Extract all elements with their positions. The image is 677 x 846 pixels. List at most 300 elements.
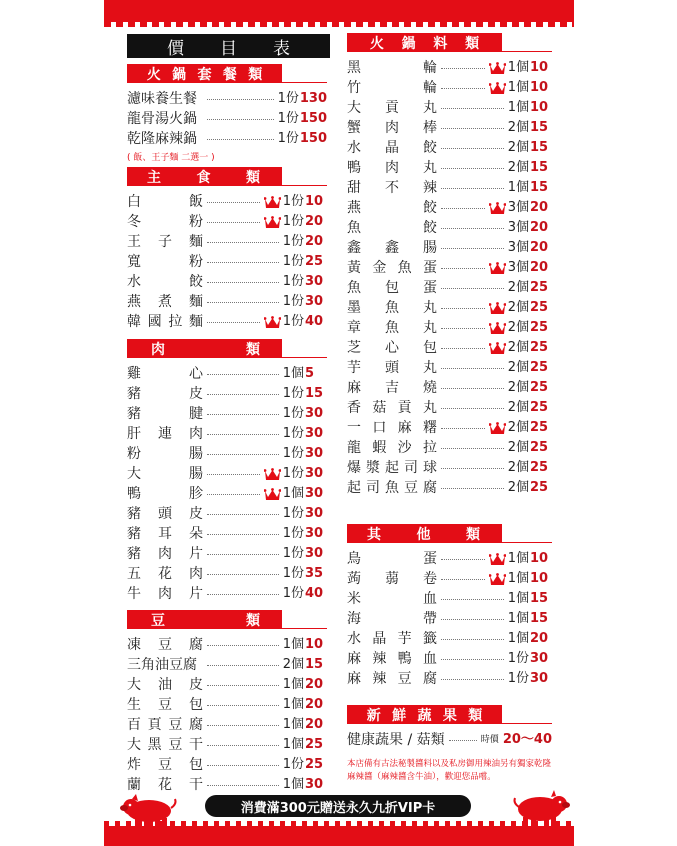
item-price: 25 xyxy=(530,300,549,315)
section-title: 火 鍋 料 類 xyxy=(347,33,502,52)
crown-icon xyxy=(489,422,506,435)
dot-leader xyxy=(207,99,274,100)
item-price: 20 xyxy=(305,697,324,712)
crown-icon xyxy=(489,202,506,215)
footnote: 本店備有古法秘製醬料以及私房御用辣油另有獨家乾隆麻辣醬（麻辣醬含牛油），歡迎您品嚐。 xyxy=(347,759,552,782)
dot-leader xyxy=(207,394,279,395)
item-unit: 3個 xyxy=(507,200,529,215)
item-name: 五 花 肉 xyxy=(127,566,203,582)
item-price: 5 xyxy=(305,366,315,381)
item-name: 水 晶 芋 籤 xyxy=(347,631,437,647)
item-price: 30 xyxy=(305,546,324,561)
item-unit: 3個 xyxy=(507,260,529,275)
item-price: 150 xyxy=(299,131,327,146)
item-price: 30 xyxy=(305,426,324,441)
crown-icon xyxy=(264,216,281,229)
item-price: 25 xyxy=(530,360,549,375)
section-title: 火 鍋 套 餐 類 xyxy=(127,64,282,83)
item-unit: 1份 xyxy=(277,91,299,106)
menu-item xyxy=(347,98,552,118)
menu-item xyxy=(347,629,552,649)
item-unit: 2個 xyxy=(507,380,529,395)
section-title: 肉 類 xyxy=(127,339,282,358)
item-name: 鴨 胗 xyxy=(127,486,203,502)
item-unit: 1個 xyxy=(507,571,529,586)
item-name: 芝 心 包 xyxy=(347,340,437,356)
item-unit: 1個 xyxy=(507,591,529,606)
item-unit: 1份 xyxy=(282,294,304,309)
item-name: 麻 吉 燒 xyxy=(347,380,437,396)
item-name: 燕 煮 麵 xyxy=(127,294,203,310)
menu-item xyxy=(127,232,327,252)
dot-leader xyxy=(207,374,279,375)
item-name: 蟹 肉 棒 xyxy=(347,120,437,136)
item-name: 蒟 蒻 卷 xyxy=(347,571,437,587)
menu-item xyxy=(127,89,327,109)
dot-leader xyxy=(207,705,279,706)
menu-item xyxy=(347,438,552,458)
item-price: 10 xyxy=(530,80,549,95)
menu-item xyxy=(347,278,552,298)
menu-item xyxy=(347,318,552,338)
item-name: 甜 不 辣 xyxy=(347,180,437,196)
section-note: ( 飯、王子麵 二選一 ) xyxy=(127,153,215,163)
crown-icon xyxy=(264,488,281,501)
crown-icon xyxy=(264,316,281,329)
section-title: 主 食 類 xyxy=(127,167,282,186)
item-price: 10 xyxy=(530,551,549,566)
item-price: 25 xyxy=(530,400,549,415)
dot-leader xyxy=(441,639,504,640)
dot-leader xyxy=(441,168,504,169)
dot-leader xyxy=(207,282,279,283)
item-price: 30 xyxy=(530,651,549,666)
item-unit: 1個 xyxy=(282,677,304,692)
item-name: 米 血 xyxy=(347,591,437,607)
menu-item xyxy=(347,569,552,589)
menu-item xyxy=(127,715,327,735)
item-price: 150 xyxy=(299,111,327,126)
item-unit: 1份 xyxy=(282,234,304,249)
item-price: 35 xyxy=(305,566,324,581)
item-name: 白 飯 xyxy=(127,194,203,210)
dot-leader xyxy=(441,408,504,409)
item-list xyxy=(127,89,327,149)
item-price: 15 xyxy=(305,657,324,672)
dot-leader xyxy=(207,554,279,555)
item-price: 15 xyxy=(530,591,549,606)
item-unit: 1個 xyxy=(507,80,529,95)
item-unit: 1個 xyxy=(282,366,304,381)
dot-leader xyxy=(207,645,279,646)
dot-leader xyxy=(207,119,274,120)
item-name: 大 油 皮 xyxy=(127,677,203,693)
section-title: 豆 類 xyxy=(127,610,282,629)
item-name: 章 魚 丸 xyxy=(347,320,437,336)
left_sections-section-2 xyxy=(127,339,327,604)
item-unit: 2個 xyxy=(507,420,529,435)
crown-icon xyxy=(489,553,506,566)
item-name: 水 餃 xyxy=(127,274,203,290)
dot-leader xyxy=(441,599,504,600)
menu-item xyxy=(127,404,327,424)
menu-item xyxy=(127,524,327,544)
item-price: 20 xyxy=(530,220,549,235)
item-price: 15 xyxy=(305,386,324,401)
item-unit: 2個 xyxy=(507,320,529,335)
menu-item xyxy=(127,272,327,292)
item-unit: 1個 xyxy=(282,637,304,652)
item-name: 凍 豆 腐 xyxy=(127,637,203,653)
crown-icon xyxy=(264,468,281,481)
dot-leader xyxy=(441,228,504,229)
item-unit: 1份 xyxy=(282,426,304,441)
section-title: 新 鮮 蔬 果 類 xyxy=(347,705,502,724)
item-unit: 1份 xyxy=(282,506,304,521)
crown-icon xyxy=(489,262,506,275)
item-unit: 1個 xyxy=(507,551,529,566)
menu-item xyxy=(127,584,327,604)
item-unit: 1份 xyxy=(282,446,304,461)
dot-leader xyxy=(441,488,504,489)
item-name: 乾隆麻辣鍋 xyxy=(127,131,197,147)
menu-item xyxy=(127,384,327,404)
item-name: 寬 粉 xyxy=(127,254,203,270)
item-name: 魚 包 蛋 xyxy=(347,280,437,296)
crown-icon xyxy=(489,82,506,95)
item-name: 水 晶 餃 xyxy=(347,140,437,156)
dot-leader xyxy=(207,242,279,243)
item-price: 25 xyxy=(530,380,549,395)
item-name: 黑 輪 xyxy=(347,60,437,76)
section-title: 其 他 類 xyxy=(347,524,502,543)
item-price: 30 xyxy=(305,406,324,421)
item-price: 20 xyxy=(305,234,324,249)
dot-leader xyxy=(207,765,279,766)
item-unit: 2個 xyxy=(507,480,529,495)
menu-item xyxy=(347,178,552,198)
crown-icon xyxy=(264,196,281,209)
item-price: 130 xyxy=(299,91,327,106)
item-unit: 2個 xyxy=(507,140,529,155)
item-name: 健康蔬果 / 菇類 xyxy=(347,732,445,748)
item-unit: 1個 xyxy=(507,60,529,75)
item-unit: 1個 xyxy=(507,100,529,115)
item-unit: 1個 xyxy=(282,777,304,792)
item-unit: 1個 xyxy=(507,631,529,646)
menu-item xyxy=(347,138,552,158)
menu-item xyxy=(127,129,327,149)
item-name: 冬 粉 xyxy=(127,214,203,230)
top-red-border xyxy=(104,0,574,22)
dot-leader xyxy=(441,679,504,680)
menu-item xyxy=(347,649,552,669)
item-list xyxy=(127,192,327,332)
dot-leader xyxy=(207,665,279,666)
item-unit: 2個 xyxy=(507,160,529,175)
item-name: 墨 魚 丸 xyxy=(347,300,437,316)
menu-item xyxy=(127,364,327,384)
item-name: 炸 豆 包 xyxy=(127,757,203,773)
dot-leader xyxy=(441,288,504,289)
section-rule xyxy=(502,542,552,543)
item-name: 濾味養生餐 xyxy=(127,91,197,107)
item-unit: 2個 xyxy=(507,400,529,415)
item-price: 20 xyxy=(530,240,549,255)
dot-leader xyxy=(207,322,260,323)
item-price: 25 xyxy=(305,737,324,752)
menu-item xyxy=(347,730,552,750)
item-unit: 2個 xyxy=(507,120,529,135)
item-name: 鳥 蛋 xyxy=(347,551,437,567)
dot-leader xyxy=(441,108,504,109)
dot-leader xyxy=(441,328,485,329)
item-name: 豬 耳 朵 xyxy=(127,526,203,542)
dot-leader xyxy=(441,368,504,369)
menu-item xyxy=(127,484,327,504)
dot-leader xyxy=(207,202,260,203)
menu-item xyxy=(347,589,552,609)
item-unit: 1個 xyxy=(282,717,304,732)
dot-leader xyxy=(207,414,279,415)
item-name: 鴨 肉 丸 xyxy=(347,160,437,176)
item-unit: 2個 xyxy=(507,360,529,375)
item-unit: 1份 xyxy=(282,254,304,269)
item-list xyxy=(347,549,552,689)
menu-item xyxy=(127,424,327,444)
item-unit: 1份 xyxy=(282,546,304,561)
item-name: 香 菇 貢 丸 xyxy=(347,400,437,416)
right_sections-section-0 xyxy=(347,33,552,498)
menu-item xyxy=(127,735,327,755)
dot-leader xyxy=(441,308,485,309)
menu-item xyxy=(347,458,552,478)
item-name: 豬 皮 xyxy=(127,386,203,402)
promo-banner: 消費滿300元贈送永久九折VIP卡 xyxy=(205,795,471,817)
item-name: 大 黑 豆 干 xyxy=(127,737,203,753)
menu-item xyxy=(127,312,327,332)
menu-item xyxy=(347,198,552,218)
item-list xyxy=(127,364,327,604)
menu-item xyxy=(347,418,552,438)
dot-leader xyxy=(441,248,504,249)
item-name: 龍 蝦 沙 拉 xyxy=(347,440,437,456)
item-unit: 1份 xyxy=(282,757,304,772)
item-name: 雞 心 xyxy=(127,366,203,382)
right_sections-section-1 xyxy=(347,524,552,689)
dot-leader xyxy=(449,740,477,741)
menu-item xyxy=(127,544,327,564)
dot-leader xyxy=(207,262,279,263)
menu-item xyxy=(127,192,327,212)
crown-icon xyxy=(489,573,506,586)
dot-leader xyxy=(207,574,279,575)
item-unit: 1份 xyxy=(507,671,529,686)
dot-leader xyxy=(207,222,260,223)
dot-leader xyxy=(207,594,279,595)
item-name: 鑫 鑫 腸 xyxy=(347,240,437,256)
item-price: 25 xyxy=(530,480,549,495)
item-unit: 1個 xyxy=(507,611,529,626)
crown-icon xyxy=(489,322,506,335)
dot-leader xyxy=(441,659,504,660)
section-rule xyxy=(502,723,552,724)
dot-leader xyxy=(207,785,279,786)
item-price: 30 xyxy=(305,526,324,541)
item-list xyxy=(347,730,552,750)
item-unit: 2個 xyxy=(507,280,529,295)
left_sections-section-1 xyxy=(127,167,327,332)
item-name: 黃 金 魚 蛋 xyxy=(347,260,437,276)
item-unit: 1份 xyxy=(277,111,299,126)
dot-leader xyxy=(207,725,279,726)
dot-leader xyxy=(207,534,279,535)
item-name: 蘭 花 干 xyxy=(127,777,203,793)
left_sections-section-3 xyxy=(127,610,327,795)
menu-item xyxy=(127,504,327,524)
item-price: 25 xyxy=(530,280,549,295)
item-unit: 1份 xyxy=(282,406,304,421)
menu-item xyxy=(127,252,327,272)
dot-leader xyxy=(207,139,274,140)
item-price: 40 xyxy=(305,586,324,601)
item-name: 韓 國 拉 麵 xyxy=(127,314,203,330)
item-name: 海 帶 xyxy=(347,611,437,627)
item-name: 百 頁 豆 腐 xyxy=(127,717,203,733)
item-list xyxy=(127,635,327,795)
item-unit: 1份 xyxy=(282,586,304,601)
item-name: 一 口 麻 糬 xyxy=(347,420,437,436)
dot-leader xyxy=(441,428,485,429)
item-price: 25 xyxy=(530,440,549,455)
right_sections-section-2 xyxy=(347,705,552,750)
menu-item xyxy=(347,158,552,178)
menu-item xyxy=(347,78,552,98)
item-unit: 1個 xyxy=(282,697,304,712)
dot-leader xyxy=(207,474,260,475)
left_sections-section-0 xyxy=(127,64,327,163)
menu-item xyxy=(127,464,327,484)
menu-item xyxy=(347,669,552,689)
item-name: 芋 頭 丸 xyxy=(347,360,437,376)
item-price: 10 xyxy=(530,60,549,75)
item-name: 豬 肉 片 xyxy=(127,546,203,562)
item-price: 25 xyxy=(305,757,324,772)
page-title: 價 目 表 xyxy=(127,34,330,58)
item-unit: 2個 xyxy=(507,300,529,315)
dot-leader xyxy=(207,454,279,455)
item-name: 燕 餃 xyxy=(347,200,437,216)
item-price: 15 xyxy=(530,611,549,626)
dot-leader xyxy=(207,745,279,746)
dot-leader xyxy=(441,188,504,189)
item-name: 豬 頭 皮 xyxy=(127,506,203,522)
item-name: 龍骨湯火鍋 xyxy=(127,111,197,127)
item-unit: 1個 xyxy=(282,737,304,752)
item-name: 起 司 魚 豆 腐 xyxy=(347,480,437,496)
dot-leader xyxy=(207,514,279,515)
item-name: 王 子 麵 xyxy=(127,234,203,250)
item-price: 25 xyxy=(530,340,549,355)
item-price: 20 xyxy=(305,677,324,692)
item-price: 30 xyxy=(305,274,324,289)
item-unit: 1份 xyxy=(282,194,304,209)
menu-item xyxy=(347,378,552,398)
dot-leader xyxy=(207,434,279,435)
item-name: 豬 腱 xyxy=(127,406,203,422)
item-unit: 3個 xyxy=(507,240,529,255)
crown-icon xyxy=(489,302,506,315)
item-price: 15 xyxy=(530,180,549,195)
item-price: 20 xyxy=(530,631,549,646)
item-name: 牛 肉 片 xyxy=(127,586,203,602)
menu-item xyxy=(347,58,552,78)
item-price: 20 xyxy=(305,214,324,229)
item-name: 肝 連 肉 xyxy=(127,426,203,442)
item-name: 麻 辣 豆 腐 xyxy=(347,671,437,687)
dot-leader xyxy=(207,302,279,303)
dot-leader xyxy=(441,68,485,69)
crown-icon xyxy=(489,62,506,75)
section-rule xyxy=(282,185,327,186)
item-price: 40 xyxy=(305,314,324,329)
dot-leader xyxy=(441,88,485,89)
dot-leader xyxy=(441,388,504,389)
dot-leader xyxy=(441,128,504,129)
dot-leader xyxy=(441,148,504,149)
menu-item xyxy=(347,298,552,318)
menu-item xyxy=(127,444,327,464)
item-price: 20 xyxy=(305,717,324,732)
item-unit: 2個 xyxy=(507,340,529,355)
item-unit: 1份 xyxy=(282,214,304,229)
menu-item xyxy=(127,635,327,655)
item-unit: 1份 xyxy=(277,131,299,146)
menu-item xyxy=(127,655,327,675)
item-price: 10 xyxy=(305,637,324,652)
item-unit: 2個 xyxy=(507,460,529,475)
section-rule xyxy=(282,82,327,83)
item-name: 魚 餃 xyxy=(347,220,437,236)
item-price: 30 xyxy=(530,671,549,686)
item-price: 10 xyxy=(530,100,549,115)
dot-leader xyxy=(441,619,504,620)
item-unit: 1個 xyxy=(507,180,529,195)
section-rule xyxy=(502,51,552,52)
menu-item xyxy=(347,258,552,278)
menu-item xyxy=(127,755,327,775)
menu-item xyxy=(347,398,552,418)
item-unit: 時價 xyxy=(480,735,499,745)
item-name: 大 腸 xyxy=(127,466,203,482)
dot-leader xyxy=(441,348,485,349)
item-price: 20 xyxy=(530,260,549,275)
menu-item xyxy=(347,338,552,358)
item-price: 30 xyxy=(305,777,324,792)
menu-item xyxy=(347,549,552,569)
dot-leader xyxy=(441,208,485,209)
item-unit: 1份 xyxy=(282,386,304,401)
section-rule xyxy=(282,357,327,358)
item-unit: 1份 xyxy=(507,651,529,666)
menu-item xyxy=(347,218,552,238)
item-name: 爆 漿 起 司 球 xyxy=(347,460,437,476)
item-price: 15 xyxy=(530,140,549,155)
item-price: 15 xyxy=(530,120,549,135)
dot-leader xyxy=(441,468,504,469)
dot-leader xyxy=(441,579,485,580)
item-name: 竹 輪 xyxy=(347,80,437,96)
